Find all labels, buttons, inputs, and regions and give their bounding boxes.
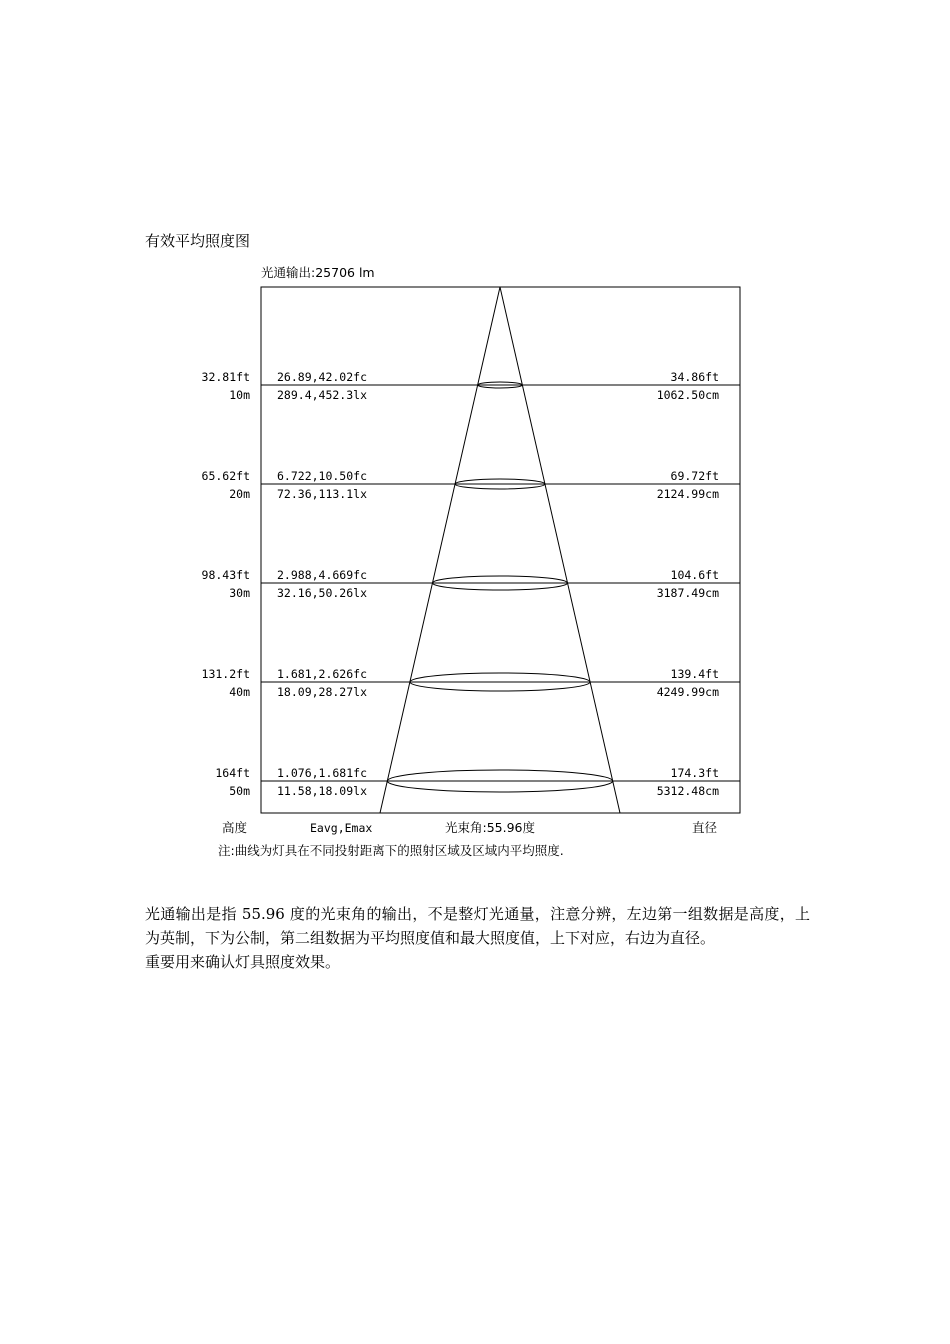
illuminance-fc: 2.988,4.669fc [277,568,368,582]
height-ft: 98.43ft [201,568,250,582]
illuminance-lx: 289.4,452.3lx [277,388,368,402]
height-ft: 65.62ft [201,469,250,483]
diameter-column-label: 直径 [692,820,718,835]
distance-row [202,469,740,501]
distance-row [202,370,740,402]
height-ft: 164ft [215,766,250,780]
diameter-cm: 1062.50cm [656,388,719,402]
height-m: 40m [229,685,250,699]
diameter-ft: 34.86ft [670,370,719,384]
height-m: 10m [229,388,250,402]
diameter-cm: 2124.99cm [656,487,719,501]
illuminance-fc: 1.681,2.626fc [277,667,368,681]
explanation-text [145,902,810,974]
diagram-frame [261,287,740,813]
diagram-note: 注:曲线为灯具在不同投射距离下的照射区域及区域内平均照度. [218,843,564,858]
diameter-ft: 139.4ft [670,667,719,681]
illuminance-fc: 26.89,42.02fc [277,370,368,384]
illuminance-lx: 18.09,28.27lx [277,685,368,699]
diameter-ft: 174.3ft [670,766,719,780]
distance-row [202,568,740,600]
distance-row [202,667,740,699]
lumen-output-label: 光通输出:25706 lm [261,265,375,280]
diameter-ft: 104.6ft [670,568,719,582]
document-title: 有效平均照度图 [145,232,251,250]
illuminance-fc: 6.722,10.50fc [277,469,368,483]
illuminance-column-label: Eavg,Emax [310,821,373,835]
illuminance-fc: 1.076,1.681fc [277,766,368,780]
beam-cone [380,287,620,813]
beam-angle-label: 光束角:55.96度 [445,820,535,835]
cone-left-edge [380,287,500,813]
diameter-cm: 3187.49cm [656,586,719,600]
height-m: 30m [229,586,250,600]
illuminance-lx: 72.36,113.1lx [277,487,368,501]
diameter-ft: 69.72ft [670,469,719,483]
explanation-paragraph: 重要用来确认灯具照度效果。 [145,953,341,971]
illuminance-lx: 11.58,18.09lx [277,784,368,798]
diameter-cm: 4249.99cm [656,685,719,699]
distance-row [215,766,740,798]
distance-rows [202,370,740,798]
diameter-cm: 5312.48cm [656,784,719,798]
height-m: 50m [229,784,250,798]
height-ft: 32.81ft [201,370,250,384]
explanation-paragraph: 光通输出是指 55.96 度的光束角的输出，不是整灯光通量，注意分辨，左边第一组数据是高度，上为英制，下为公制，第二组数据为平均照度值和最大照度值，上下对应，右边为直径。 [145,905,810,947]
height-ft: 131.2ft [201,667,250,681]
cone-right-edge [500,287,620,813]
height-column-label: 高度 [222,820,248,835]
height-m: 20m [229,487,250,501]
illuminance-lx: 32.16,50.26lx [277,586,368,600]
